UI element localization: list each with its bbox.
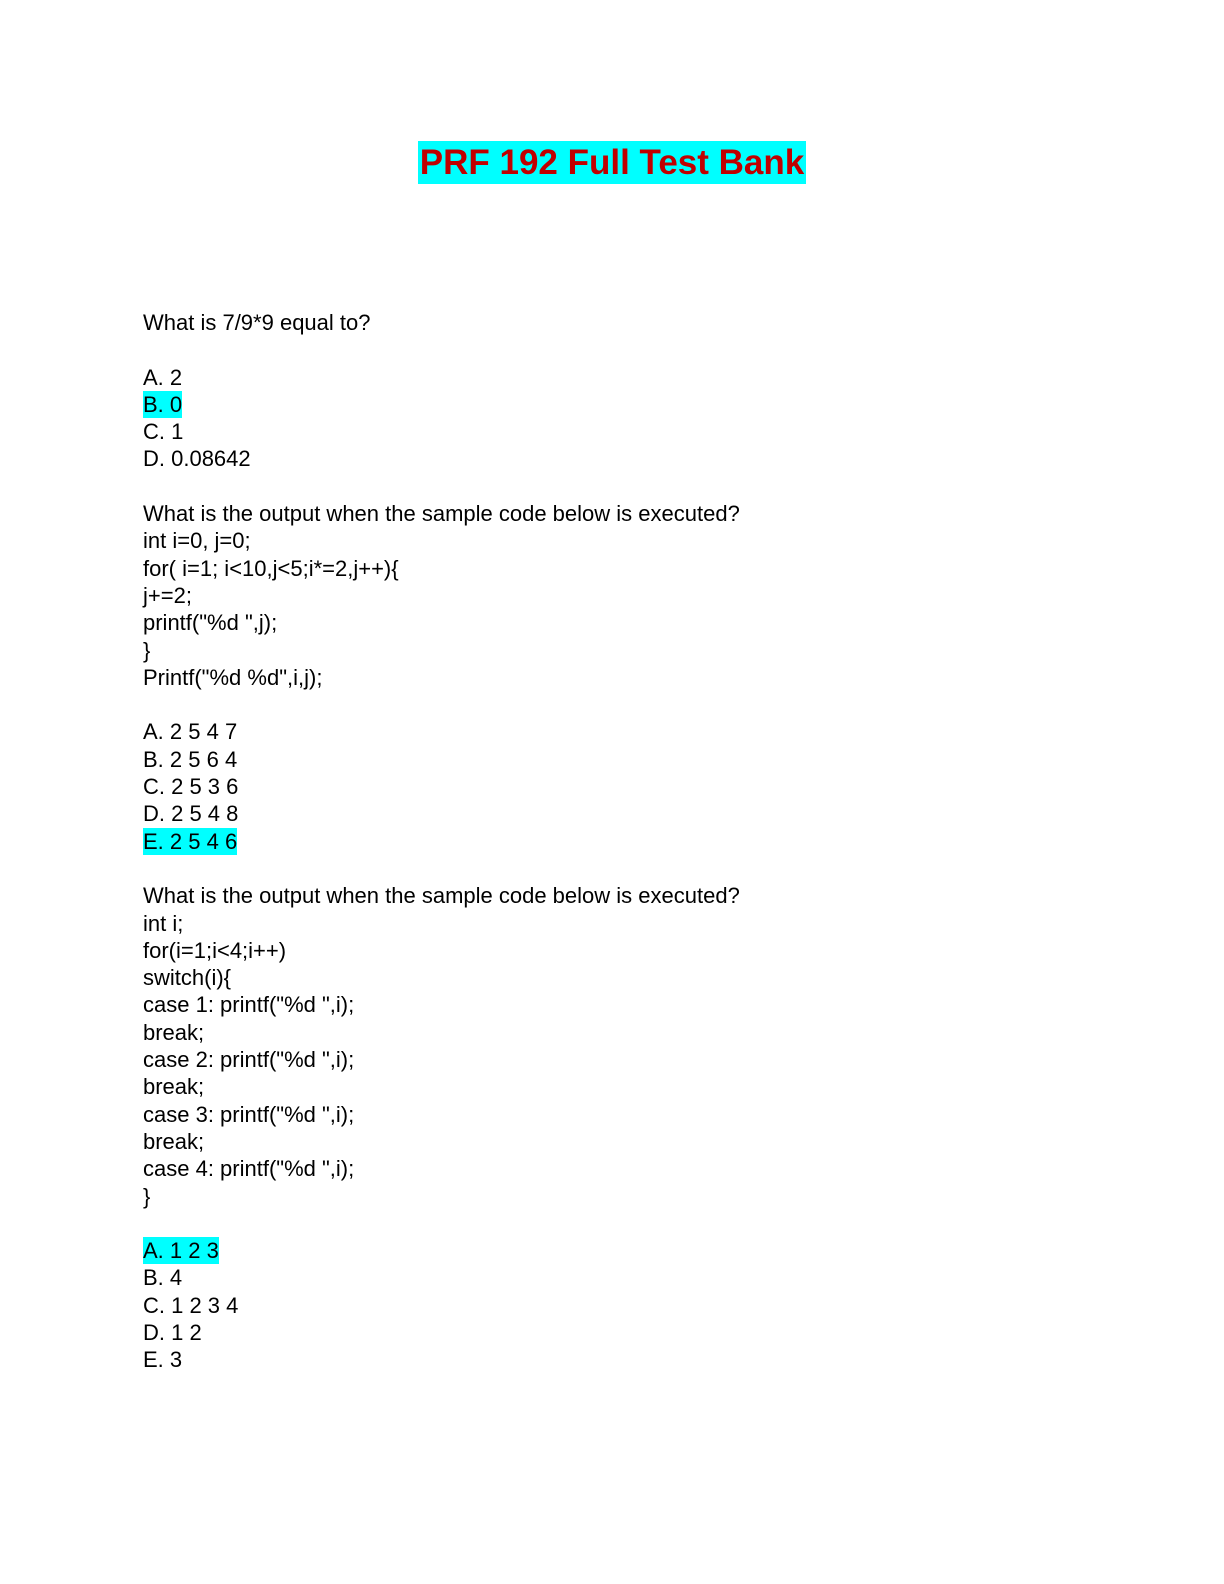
answer-option-row bbox=[143, 418, 1143, 445]
document-title: PRF 192 Full Test Bank bbox=[419, 143, 805, 182]
question-prompt: What is 7/9*9 equal to? bbox=[143, 310, 371, 335]
answer-option: C. 2 5 3 6 bbox=[143, 774, 239, 800]
spacer bbox=[143, 855, 1143, 882]
answer-option-row bbox=[143, 1292, 1143, 1319]
answer-option: C. 1 bbox=[143, 419, 184, 445]
code-line: } bbox=[143, 1183, 151, 1209]
answer-option-row bbox=[143, 391, 1143, 418]
code-line: case 4: printf("%d ",i); bbox=[143, 1156, 355, 1182]
answer-option-row bbox=[143, 1346, 1143, 1373]
question-prompt: What is the output when the sample code below is executed? bbox=[143, 501, 740, 527]
answer-option: C. 1 2 3 4 bbox=[143, 1292, 239, 1318]
code-line: } bbox=[143, 637, 151, 663]
answer-option-row bbox=[143, 364, 1143, 391]
code-line: j+=2; bbox=[143, 582, 192, 608]
answer-option-row bbox=[143, 828, 1143, 855]
question-block bbox=[143, 309, 1143, 500]
code-line: case 3: printf("%d ",i); bbox=[143, 1101, 355, 1127]
question-list bbox=[143, 309, 1143, 1374]
question-block bbox=[143, 500, 1143, 882]
answer-option: D. 0.08642 bbox=[143, 446, 251, 472]
code-line: switch(i){ bbox=[143, 965, 232, 991]
answer-option-row bbox=[143, 746, 1143, 773]
spacer bbox=[143, 1210, 1143, 1237]
spacer bbox=[143, 336, 1143, 363]
code-line: case 2: printf("%d ",i); bbox=[143, 1047, 355, 1073]
code-line: break; bbox=[143, 1128, 205, 1154]
correct-answer-option: A. 1 2 3 bbox=[143, 1238, 219, 1264]
correct-answer-option: E. 2 5 4 6 bbox=[143, 828, 238, 854]
code-line: int i=0, j=0; bbox=[143, 528, 251, 554]
answer-option: B. 2 5 6 4 bbox=[143, 746, 238, 772]
answer-option: B. 4 bbox=[143, 1265, 183, 1291]
answer-option-row bbox=[143, 1237, 1143, 1264]
answer-option-row bbox=[143, 800, 1143, 827]
code-line: for(i=1;i<4;i++) bbox=[143, 937, 287, 963]
answer-option: A. 2 5 4 7 bbox=[143, 719, 238, 745]
question-block bbox=[143, 882, 1143, 1373]
answer-option-row bbox=[143, 773, 1143, 800]
code-line: printf("%d ",j); bbox=[143, 610, 278, 636]
code-line: for( i=1; i<10,j<5;i*=2,j++){ bbox=[143, 555, 399, 581]
spacer bbox=[143, 691, 1143, 718]
code-line: break; bbox=[143, 1074, 205, 1100]
answer-option: D. 2 5 4 8 bbox=[143, 801, 239, 827]
answer-option-row bbox=[143, 718, 1143, 745]
title-container bbox=[0, 141, 1224, 184]
answer-option: E. 3 bbox=[143, 1347, 183, 1373]
answer-option: A. 2 bbox=[143, 364, 183, 390]
spacer bbox=[143, 473, 1143, 500]
question-prompt: What is the output when the sample code below is executed? bbox=[143, 883, 740, 909]
code-line: break; bbox=[143, 1019, 205, 1045]
code-line: case 1: printf("%d ",i); bbox=[143, 992, 355, 1018]
code-line: int i; bbox=[143, 910, 184, 936]
code-line: Printf("%d %d",i,j); bbox=[143, 664, 323, 690]
answer-option-row bbox=[143, 445, 1143, 472]
answer-option-row bbox=[143, 1264, 1143, 1291]
correct-answer-option: B. 0 bbox=[143, 391, 183, 417]
answer-option-row bbox=[143, 1319, 1143, 1346]
answer-option: D. 1 2 bbox=[143, 1319, 202, 1345]
